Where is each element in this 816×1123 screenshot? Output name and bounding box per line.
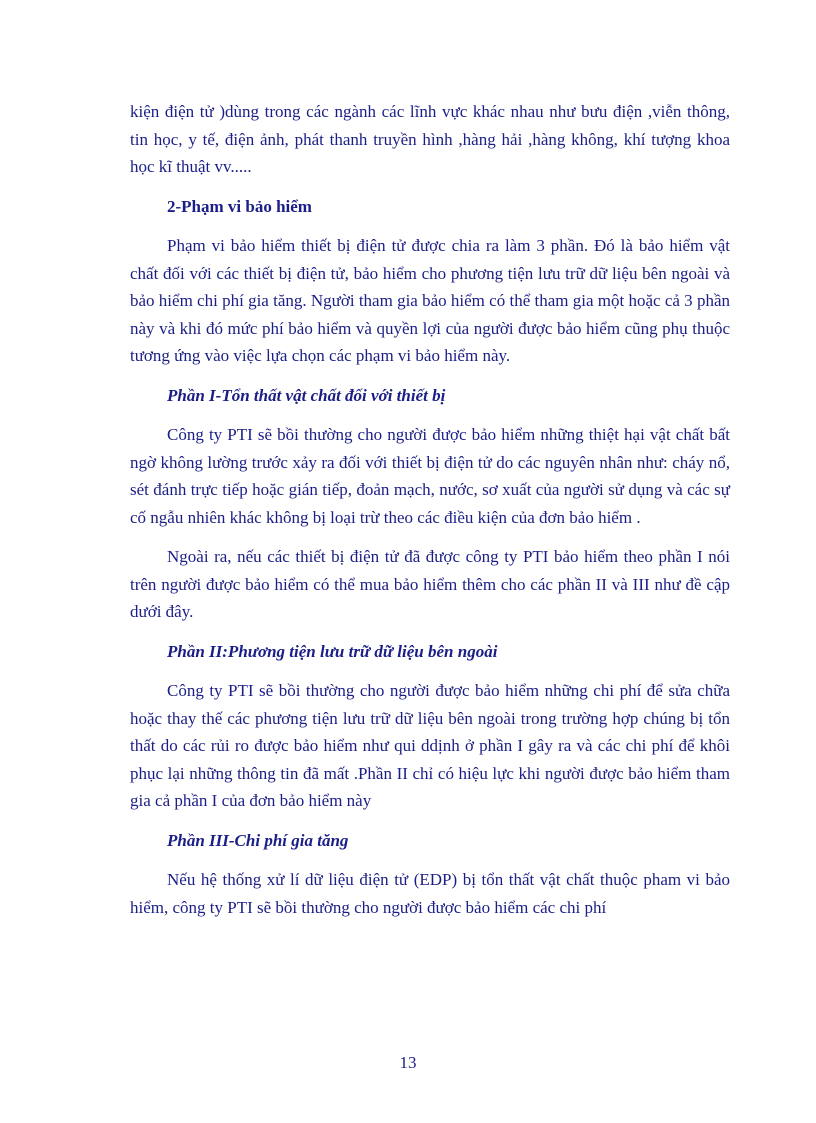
part3-title: Phần III-Chi phí gia tăng [167,830,349,850]
document-body [130,98,730,921]
part1-paragraph-1: Công ty PTI sẽ bồi thường cho người được bảo hiểm những thiệt hại vật chất bất ngờ không lường trước xảy ra đối với thiết bị điện tử do các nguyên nhân như: cháy nổ, sét đánh trực tiếp hoặc gián tiếp, đoản mạch, nước, sơ xuất của người sử dụng và các sự cố ngẫu nhiên khác không bị loại trừ theo các điều kiện của đơn bảo hiểm . [130,425,730,527]
page-number: 13 [399,1053,417,1072]
intro-paragraph: kiện điện tử )dùng trong các ngành các lĩnh vực khác nhau như bưu điện ,viễn thông, tin học, y tế, điện ảnh, phát thanh truyền hình ,hàng hải ,hàng không, khí tượng khoa học kĩ thuật vv..... [130,102,730,176]
part2-paragraph: Công ty PTI sẽ bồi thường cho người được bảo hiểm những chi phí để sửa chữa hoặc thay thế các phương tiện lưu trữ dữ liệu bên ngoài trong trường hợp chúng bị tổn thất do các rủi ro được bảo hiểm như qui ddịnh ở phần I gây ra và các chi phí để khôi phục lại những thông tin đã mất .Phần II chỉ có hiệu lực khi người được bảo hiểm tham gia cả phần I của đơn bảo hiểm này [130,681,730,810]
part1-paragraph-2: Ngoài ra, nếu các thiết bị điện tử đã được công ty PTI bảo hiểm theo phần I nói trên người được bảo hiểm có thể mua bảo hiểm thêm cho các phần II và III như đề cập dưới đây. [130,547,730,621]
part1-title: Phần I-Tổn thất vật chất đối với thiết bị [167,385,446,405]
part3-paragraph: Nếu hệ thống xử lí dữ liệu điện tử (EDP) bị tổn thất vật chất thuộc pham vi bảo hiểm, công ty PTI sẽ bồi thường cho người được bảo hiểm các chi phí [130,870,730,917]
section-title: 2-Phạm vi bảo hiểm [167,196,312,216]
scope-paragraph: Phạm vi bảo hiểm thiết bị điện tử được chia ra làm 3 phần. Đó là bảo hiểm vật chất đối với các thiết bị điện tử, bảo hiểm cho phương tiện lưu trữ dữ liệu bên ngoài và bảo hiểm chi phí gia tăng. Người tham gia bảo hiểm có thể tham gia một hoặc cả 3 phần này và khi đó mức phí bảo hiểm và quyền lợi của người được bảo hiểm cũng phụ thuộc tương ứng vào việc lựa chọn các phạm vi bảo hiểm này. [130,236,730,365]
part2-title: Phần II:Phương tiện lưu trữ dữ liệu bên ngoài [167,641,498,661]
